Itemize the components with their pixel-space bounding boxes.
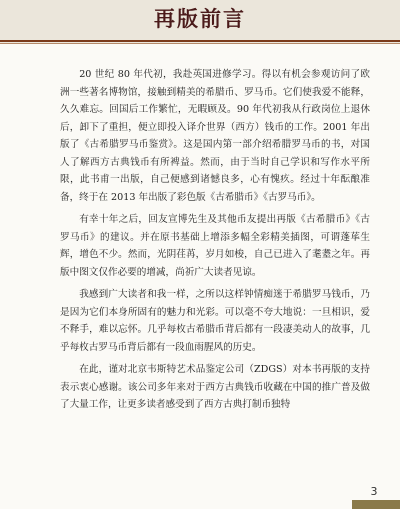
page-header [0, 0, 400, 44]
paragraph-2: 有幸十年之后，回友宣博先生及其他币友提出再版《古希腊币》《古罗马币》的建议。并在原书基础上增添多幅全彩精美插图，可谓蓬荜生辉，增色不少。然而，光阴荏苒，岁月如梭，自己已进入了耄耋之年。再版中图文仅作必要的增减，尚祈广大读者见谅。 [60, 214, 370, 278]
page-number: 3 [370, 485, 378, 498]
paragraph-4: 在此，谨对北京韦斯特艺术品鉴定公司（ZDGS）对本书再版的支持表示衷心感谢。该公司多年来对于西方古典钱币收藏在中国的推广普及做了大量工作，让更多读者感受到了西方古典打制币独特 [60, 364, 370, 410]
header-rule-thin [0, 43, 400, 44]
paragraph-1: 20 世纪 80 年代初，我赴英国进修学习。得以有机会参观访问了欧洲一些著名博物馆，接触到精美的希腊币、罗马币。它们使我爱不能释，久久难忘。回国后工作繁忙，无暇顾及。90 年代初我从行政岗位上退休后，卸下了重担，便立即投入译介世界（西方）钱币的工作。2001 年出版了《古希腊罗马币鉴赏》。这是国内第一部介绍希腊罗马币的书，对国人了解西方古典钱币有所裨益。然而，由于当时自己学识和写作水平所限，此书甫一出版，自己便感到诸憾良多，心有愧疚。经过十年酝酿准备，终于在 2013 年出版了彩色版《古希腊币》《古罗马币》。 [60, 69, 370, 203]
paragraph-3: 我感到广大读者和我一样，之所以这样钟情痴迷于希腊罗马钱币，乃是因为它们本身所固有的魅力和光彩。可以毫不夸大地说：一旦相识，爱不释手，难以忘怀。几乎每枚古希腊币背后都有一段凄美动人的故事，几乎每枚古罗马币背后都有一段血雨腥风的历史。 [60, 289, 370, 353]
header-rule [0, 40, 400, 42]
page-corner-tab [352, 500, 400, 509]
page-title: 再版前言 [154, 6, 246, 31]
body-text [60, 66, 370, 414]
